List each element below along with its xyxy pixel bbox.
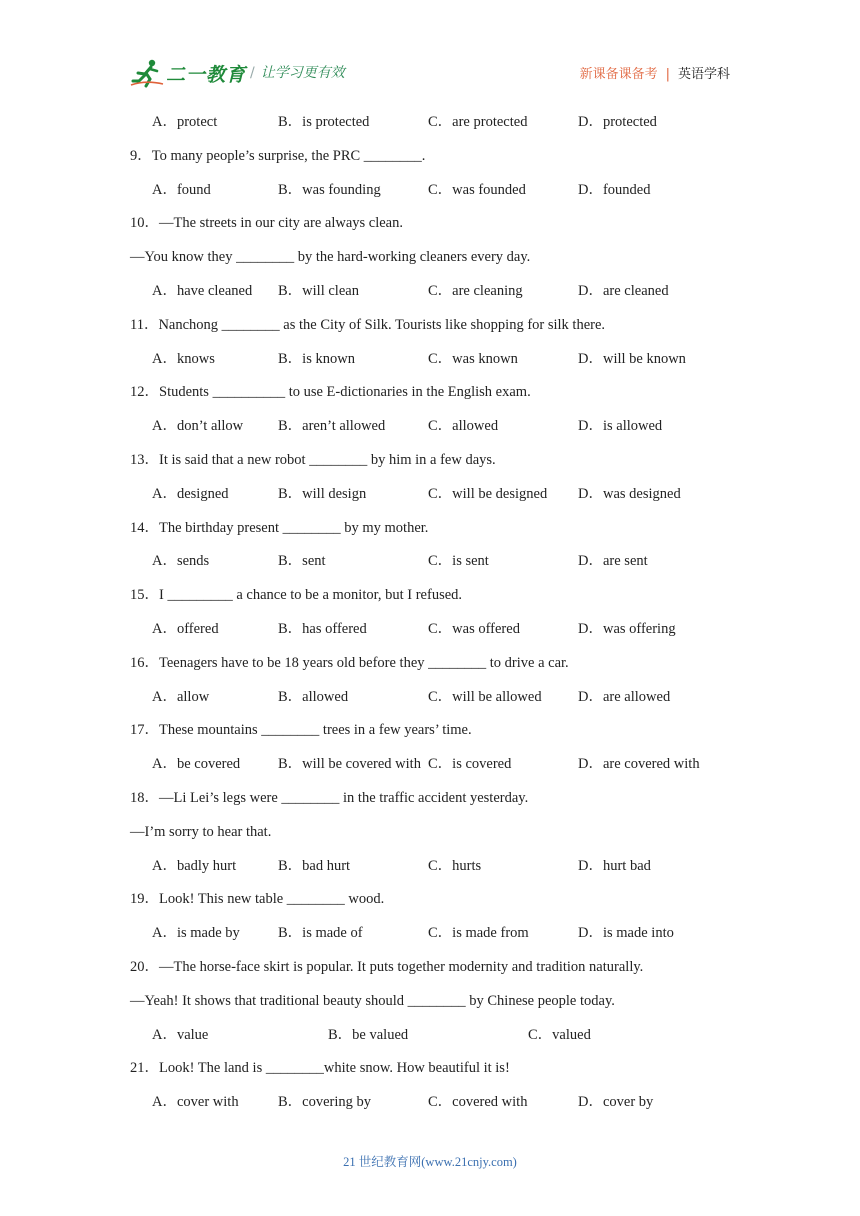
answer-option: C．allowed	[428, 418, 499, 435]
question-dialogue-line: —I’m sorry to hear that.	[130, 823, 272, 840]
question-item	[130, 312, 750, 380]
question-item	[130, 1055, 750, 1123]
question-stem: 14．The birthday present ________ by my mother.	[130, 519, 429, 536]
question-stem: 20．—The horse-face skirt is popular. It puts together modernity and tradition naturally.	[130, 958, 644, 975]
answer-option: D．is allowed	[578, 418, 663, 435]
answer-option: C．was founded	[428, 181, 526, 198]
question-item	[130, 447, 750, 515]
answer-option: D．will be known	[578, 350, 686, 367]
answer-option: B．is made of	[278, 925, 363, 942]
slogan-text: 让学习更有效	[260, 65, 345, 81]
answer-option: C．valued	[528, 1026, 591, 1043]
answer-option: B．bad hurt	[278, 857, 351, 874]
options-row	[130, 413, 750, 447]
slogan	[250, 62, 345, 82]
answer-option: C．covered with	[428, 1094, 528, 1111]
answer-option: A．offered	[152, 620, 219, 637]
answer-option: D．are sent	[578, 553, 648, 570]
answer-option: D．is made into	[578, 925, 674, 942]
answer-option: A．be covered	[152, 756, 241, 773]
options-row	[130, 481, 750, 515]
answer-option: B．covering by	[278, 1094, 372, 1111]
answer-option: C．hurts	[428, 857, 482, 874]
question-item	[130, 717, 750, 785]
question-stem: 13．It is said that a new robot ________ by him in a few days.	[130, 451, 496, 468]
answer-option: A．knows	[152, 350, 215, 367]
answer-option: C．will be designed	[428, 485, 548, 502]
brand-logo	[130, 58, 246, 88]
answer-option: C．is sent	[428, 553, 489, 570]
answer-option: C．is covered	[428, 756, 512, 773]
options-row	[130, 548, 750, 582]
question-stem: 9．To many people’s surprise, the PRC ________.	[130, 147, 426, 164]
question-item	[130, 143, 750, 211]
question-item	[130, 582, 750, 650]
answer-option: C．was known	[428, 350, 518, 367]
slogan-divider: /	[250, 65, 255, 81]
options-row	[130, 346, 750, 380]
options-row	[130, 920, 750, 954]
options-row	[130, 751, 750, 785]
answer-option: A．is made by	[152, 925, 240, 942]
question-stem: 11．Nanchong ________ as the City of Silk. Tourists like shopping for silk there.	[130, 316, 606, 333]
options-row	[130, 684, 750, 718]
answer-option: C．are protected	[428, 114, 528, 130]
answer-option: A．value	[152, 1026, 209, 1043]
question-item	[130, 379, 750, 447]
answer-option: C．was offered	[428, 620, 520, 637]
question-stem: 10．—The streets in our city are always clean.	[130, 215, 403, 232]
answer-option: A．don’t allow	[152, 418, 244, 435]
answer-option: D．was designed	[578, 485, 681, 502]
question-item	[130, 515, 750, 583]
answer-option: C．will be allowed	[428, 688, 542, 705]
options-row	[130, 109, 750, 143]
question-item	[130, 650, 750, 718]
answer-option: A．sends	[152, 553, 210, 570]
question-dialogue-line: —You know they ________ by the hard-working cleaners every day.	[130, 249, 531, 266]
options-row	[130, 616, 750, 650]
answer-option: A．cover with	[152, 1094, 239, 1111]
options-row	[130, 1022, 750, 1056]
options-row	[130, 177, 750, 211]
answer-option: B．is protected	[278, 114, 370, 130]
options-row	[130, 1089, 750, 1123]
answer-option: A．designed	[152, 485, 229, 502]
brand-name: 二一教育	[166, 63, 247, 86]
answer-option: B．has offered	[278, 620, 367, 637]
question-stem: 21．Look! The land is ________white snow. How beautiful it is!	[130, 1060, 510, 1077]
subject-tag: 英语学科	[677, 67, 730, 82]
page-footer: 21 世纪教育网(www.21cnjy.com)	[343, 1155, 517, 1169]
answer-option: D．protected	[578, 114, 657, 130]
exam-tag: 新课备课备考	[579, 67, 658, 82]
answer-option: B．be valued	[328, 1026, 409, 1043]
question-dialogue-line: —Yeah! It shows that traditional beauty should ________ by Chinese people today.	[130, 992, 615, 1009]
question-stem: 19．Look! This new table ________ wood.	[130, 891, 385, 908]
question-item	[130, 954, 750, 1055]
answer-option: C．is made from	[428, 925, 529, 942]
runner-logo-icon	[130, 58, 164, 88]
question-item	[130, 109, 750, 143]
answer-option: A．found	[152, 181, 211, 198]
answer-option: B．allowed	[278, 688, 349, 705]
header-tags	[580, 63, 730, 82]
options-row	[130, 278, 750, 312]
answer-option: D．hurt bad	[578, 857, 651, 874]
question-stem: 16．Teenagers have to be 18 years old before they ________ to drive a car.	[130, 654, 569, 671]
answer-option: D．cover by	[578, 1094, 654, 1111]
question-stem: 17．These mountains ________ trees in a few years’ time.	[130, 722, 472, 739]
answer-option: B．will clean	[278, 282, 359, 299]
answer-option: B．is known	[278, 350, 355, 367]
question-stem: 15．I _________ a chance to be a monitor, but I refused.	[130, 587, 463, 604]
answer-option: B．aren’t allowed	[278, 418, 386, 435]
question-item	[130, 886, 750, 954]
answer-option: B．will be covered with	[278, 756, 421, 773]
answer-option: B．was founding	[278, 181, 381, 198]
answer-option: B．sent	[278, 553, 326, 570]
question-item	[130, 785, 750, 886]
answer-option: C．are cleaning	[428, 282, 523, 299]
header-separator: |	[665, 67, 670, 82]
answer-option: D．are covered with	[578, 756, 700, 773]
answer-option: A．have cleaned	[152, 282, 253, 299]
question-stem: 18．—Li Lei’s legs were ________ in the traffic accident yesterday.	[130, 789, 529, 806]
question-list	[130, 109, 750, 1123]
answer-option: A．badly hurt	[152, 857, 237, 874]
answer-option: D．are allowed	[578, 688, 671, 705]
answer-option: D．founded	[578, 181, 651, 198]
answer-option: A．protect	[152, 114, 218, 130]
page-header	[130, 52, 730, 92]
question-stem: 12．Students __________ to use E-dictionaries in the English exam.	[130, 384, 531, 401]
answer-option: D．was offering	[578, 620, 676, 637]
answer-option: D．are cleaned	[578, 282, 669, 299]
options-row	[130, 853, 750, 887]
question-item	[130, 210, 750, 311]
answer-option: A．allow	[152, 688, 210, 705]
answer-option: B．will design	[278, 485, 367, 502]
